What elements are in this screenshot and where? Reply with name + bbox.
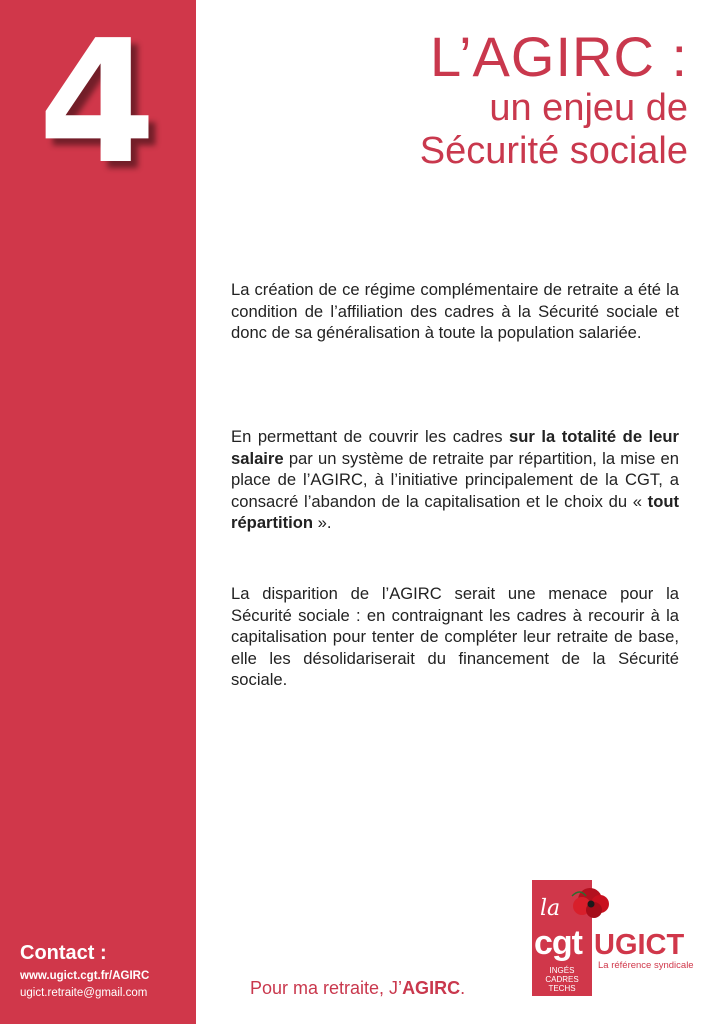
paragraph-2-bold-1: sur la totalité de leur salaire [231, 427, 680, 468]
slogan-bold: AGIRC [402, 978, 461, 998]
contact-title: Contact : [20, 942, 107, 964]
section-number: 4 [38, 4, 153, 202]
footer-slogan [250, 978, 465, 999]
logo-line-techs: TECHS [548, 984, 576, 993]
contact-url-link[interactable]: www.ugict.cgt.fr/AGIRC [20, 970, 150, 982]
contact-email-link[interactable]: ugict.retraite@gmail.com [20, 987, 148, 999]
title-line-3: Sécurité sociale [419, 130, 688, 173]
paragraph-2 [231, 426, 679, 534]
logo-line-cadres: CADRES [545, 975, 579, 984]
paragraph-3: La disparition de l’AGIRC serait une menace pour la Sécurité sociale : en contraignant les cadres à recourir à la capitalisation pour tenter de compléter leur retraite de base, elle les désolidariserait du financement de la Sécurité sociale. [231, 584, 679, 689]
slogan-suffix: . [460, 978, 466, 998]
title-main: L’AGIRC : [430, 25, 688, 88]
logo-ugict-text: UGICT [594, 929, 685, 961]
logo-cgt-text: cgt [534, 924, 582, 962]
paragraph-2-text-a: En permettant de couvrir les cadres [231, 427, 510, 446]
paragraph-2-text-b: par un système de retraite par répartition, la mise en place de l’AGIRC, à l’initiative principalement de la CGT, a consacré l’abandon de la capitalisation et le choix du « [231, 448, 679, 511]
sidebar-panel [0, 0, 196, 1024]
logo-line-inges: INGÉS [549, 966, 575, 975]
logo-tagline: La référence syndicale [598, 960, 694, 971]
logo-la-text: la [540, 896, 561, 921]
paragraph-1: La création de ce régime complémentaire de retraite a été la condition de l’affiliation des cadres à la Sécurité sociale et donc de sa généralisation à toute la population salariée. [231, 280, 679, 342]
title-line-2: un enjeu de [489, 86, 688, 129]
paragraph-2-text-c: ». [313, 513, 332, 532]
slogan-prefix: Pour ma retraite, J’ [250, 978, 403, 998]
paragraph-2-bold-2: tout répartition [231, 491, 679, 532]
poppy-icon [560, 884, 612, 924]
page-title [419, 25, 688, 173]
